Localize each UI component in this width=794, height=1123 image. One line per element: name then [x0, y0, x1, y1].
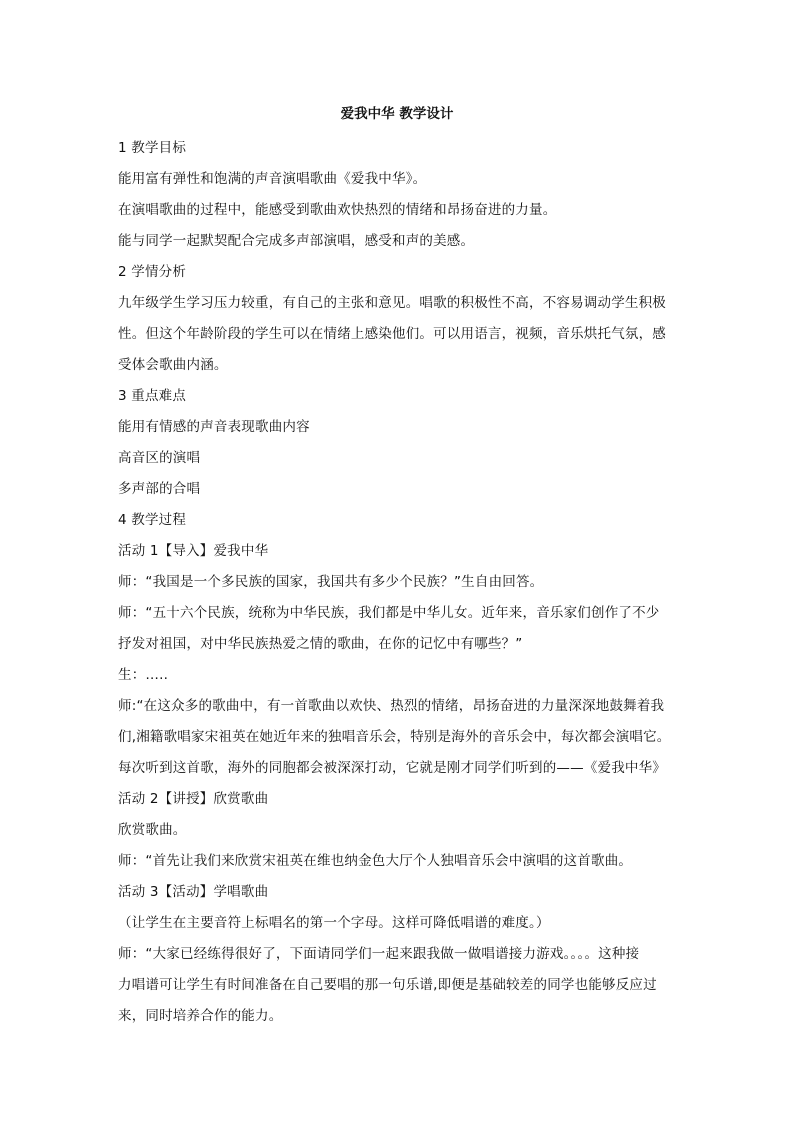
process-line: （让学生在主要音符上标唱名的第一个字母。这样可降低唱谱的难度。）	[118, 915, 550, 931]
process-line: 每次听到这首歌，海外的同胞都会被深深打动，它就是刚才同学们听到的——《爱我中华》	[118, 760, 666, 776]
process-line: 师：“五十六个民族，统称为中华民族，我们都是中华儿女。近年来，音乐家们创作了不少	[118, 605, 660, 621]
activity-heading: 活动 2【讲授】欣赏歌曲	[118, 791, 269, 807]
heading-teaching-process: 4 教学过程	[118, 512, 187, 528]
process-line: 来，同时培养合作的能力。	[118, 1008, 283, 1024]
process-line: 师:“在这众多的歌曲中，有一首歌曲以欢快、热烈的情绪，昂扬奋进的力量深深地鼓舞着我	[118, 698, 665, 714]
document-body	[118, 133, 678, 1032]
analysis-line: 性。但这个年龄阶段的学生可以在情绪上感染他们。可以用语言，视频，音乐烘托气氛，感	[118, 326, 666, 342]
key-point-line: 高音区的演唱	[118, 450, 201, 466]
heading-objectives: 1 教学目标	[118, 140, 187, 156]
process-line: 师：“首先让我们来欣赏宋祖英在维也纳金色大厅个人独唱音乐会中演唱的这首歌曲。	[118, 853, 633, 869]
process-line: 力唱谱可让学生有时间准备在自己要唱的那一句乐谱,即便是基础较差的同学也能够反应过	[118, 977, 657, 993]
objective-line: 能与同学一起默契配合完成多声部演唱，感受和声的美感。	[118, 233, 475, 249]
objective-line: 能用富有弹性和饱满的声音演唱歌曲《爱我中华》。	[118, 171, 427, 187]
document-title: 爱我中华 教学设计	[340, 106, 454, 122]
process-line: 师：“我国是一个多民族的国家，我国共有多少个民族？”生自由回答。	[118, 574, 544, 590]
process-line: 们,湘籍歌唱家宋祖英在她近年来的独唱音乐会，特别是海外的音乐会中，每次都会演唱它。	[118, 729, 671, 745]
key-point-line: 能用有情感的声音表现歌曲内容	[118, 419, 310, 435]
heading-student-analysis: 2 学情分析	[118, 264, 187, 280]
objective-line: 在演唱歌曲的过程中，能感受到歌曲欢快热烈的情绪和昂扬奋进的力量。	[118, 202, 557, 218]
process-line: 生：…..	[118, 667, 169, 683]
process-line: 师：“大家已经练得很好了，下面请同学们一起来跟我做一做唱谱接力游戏。。。。这种接	[118, 946, 640, 962]
heading-key-points: 3 重点难点	[118, 388, 187, 404]
activity-heading: 活动 3【活动】学唱歌曲	[118, 884, 269, 900]
analysis-line: 受体会歌曲内涵。	[118, 357, 228, 373]
activity-heading: 活动 1【导入】爱我中华	[118, 543, 269, 559]
process-line: 欣赏歌曲。	[118, 822, 187, 838]
key-point-line: 多声部的合唱	[118, 481, 201, 497]
process-line: 抒发对祖国，对中华民族热爱之情的歌曲，在你的记忆中有哪些？”	[118, 636, 523, 652]
analysis-line: 九年级学生学习压力较重，有自己的主张和意见。唱歌的积极性不高，不容易调动学生积极	[118, 295, 666, 311]
